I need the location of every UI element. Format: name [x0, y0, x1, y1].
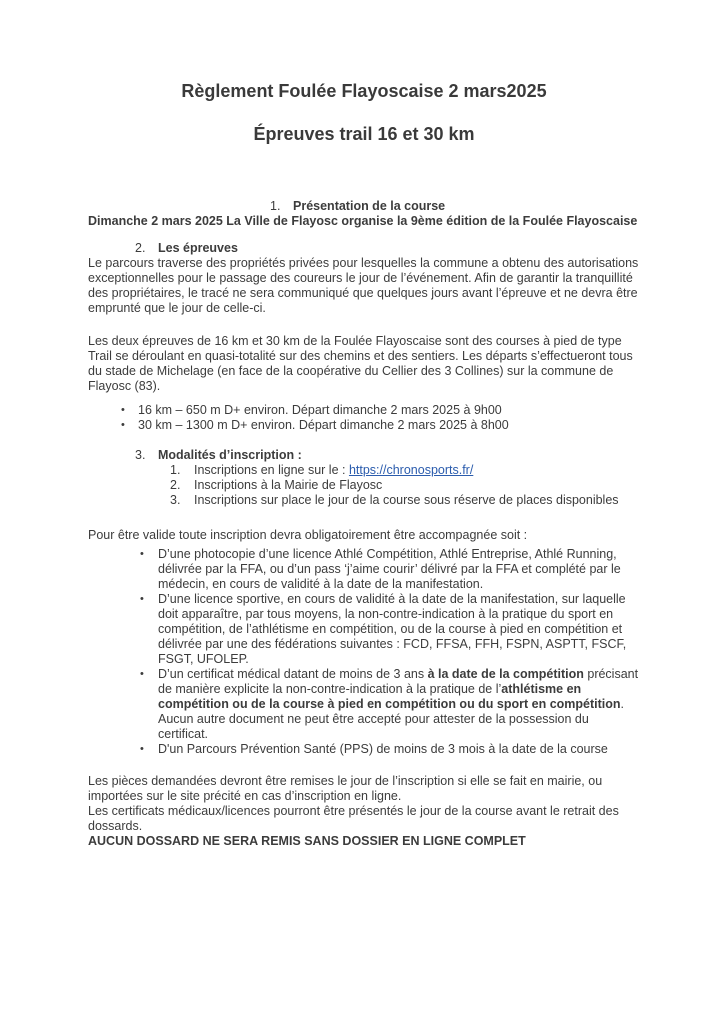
document-subtitle: Épreuves trail 16 et 30 km — [253, 124, 475, 144]
inscription-item-2-number: 2. — [170, 478, 181, 492]
section-2-title: Les épreuves — [158, 241, 238, 255]
certificat-seg-3: précisant de manière explicite la non-contre-indication à la pratique de l’ — [158, 667, 639, 696]
inscription-item-1-text — [194, 463, 640, 478]
doc-bullet-licence-sportive-text: D’une licence sportive, en cours de validité à la date de la manifestation, sur laquelle doit apparaître, par tous moyens, la non-contre-indication à la pratique du sport en compétition, de l’athlétisme en compétition, ou de la course à pied en compétition et délivrée par une des fédérations suivantes : FCD, FFSA, FFH, FSPN, ASPTT, FSCF, FSGT, UFOLEP. — [158, 592, 627, 666]
doc-bullet-pps — [88, 742, 640, 757]
certificat-seg-5: . Aucun autre document ne peut être accepté pour attester de la possession du certificat. — [158, 697, 625, 741]
inscription-item-3 — [88, 493, 640, 508]
certificat-seg-2-bold: à la date de la compétition — [427, 667, 584, 681]
validity-intro: Pour être valide toute inscription devra obligatoirement être accompagnée soit : — [88, 528, 528, 542]
doc-bullet-licence-sportive — [88, 592, 640, 667]
certificat-seg-4-bold: athlétisme en compétition ou de la course à pied en compétition ou du sport en compétition — [158, 682, 621, 711]
inscription-item-1-number: 1. — [170, 463, 181, 477]
spacer — [88, 229, 640, 241]
doc-bullet-certificat-medical-text — [158, 667, 640, 742]
inscription-item-3-number: 3. — [170, 493, 181, 507]
chronosports-link[interactable]: https://chronosports.fr/ — [348, 463, 474, 477]
inscription-item-2 — [88, 478, 640, 493]
doc-bullet-certificat-medical — [88, 667, 640, 742]
section-3-number: 3. — [135, 448, 146, 462]
closing-warning-bold: AUCUN DOSSARD NE SERA REMIS SANS DOSSIER EN LIGNE COMPLET — [88, 834, 526, 848]
inscription-item-1-prefix: Inscriptions en ligne sur le : — [194, 463, 349, 477]
inscription-item-3-text: Inscriptions sur place le jour de la course sous réserve de places disponibles — [194, 493, 619, 507]
spacer — [88, 508, 640, 528]
bullet-icon: • — [140, 668, 144, 680]
spacer — [88, 316, 640, 334]
closing-paragraph-2: Les certificats médicaux/licences pourront être présentés le jour de la course avant le retrait des dossards. — [88, 804, 619, 833]
section-2-heading — [88, 241, 640, 256]
bullet-icon: • — [121, 419, 125, 431]
race-bullet-16km — [88, 403, 640, 418]
spacer — [88, 394, 640, 403]
section-1-title: Présentation de la course — [293, 199, 446, 213]
closing-paragraph-1: Les pièces demandées devront être remises le jour de l’inscription si elle se fait en mairie, ou importées sur le site précité en cas d’inscription en ligne. — [88, 774, 603, 803]
section-2-paragraph-2: Les deux épreuves de 16 km et 30 km de la Foulée Flayoscaise sont des courses à pied de type Trail se déroulant en quasi-totalité sur des chemins et des sentiers. Les départs s’effectueront tous du stade de Michelage (en face de la coopérative du Cellier des 3 Collines) sur la commune de Flayosc (83). — [88, 334, 633, 393]
bullet-icon: • — [140, 593, 144, 605]
doc-bullet-pps-text: D'un Parcours Prévention Santé (PPS) de moins de 3 mois à la date de la course — [158, 742, 608, 756]
certificat-seg-1: D’un certificat médical datant de moins de 3 ans — [158, 667, 428, 681]
race-bullet-30km — [88, 418, 640, 433]
bullet-icon: • — [140, 548, 144, 560]
section-1-heading — [88, 199, 640, 214]
bullet-icon: • — [121, 404, 125, 416]
bullet-icon: • — [140, 743, 144, 755]
section-1-number: 1. — [270, 199, 281, 213]
section-3-heading — [88, 448, 640, 463]
section-2-number: 2. — [135, 241, 146, 255]
doc-bullet-photocopie-text: D’une photocopie d’une licence Athlé Compétition, Athlé Entreprise, Athlé Running, délivrée par la FFA, ou d’un pass ‘j’aime courir’ délivré par la FFA et complété par le médecin, en cours de validité à la date de la manifestation. — [158, 547, 621, 591]
section-3-title: Modalités d’inscription : — [158, 448, 302, 462]
inscription-item-1 — [88, 463, 640, 478]
race-bullet-30km-text: 30 km – 1300 m D+ environ. Départ dimanche 2 mars 2025 à 8h00 — [138, 418, 509, 432]
section-1-intro: Dimanche 2 mars 2025 La Ville de Flayosc organise la 9ème édition de la Foulée Flayoscaise — [88, 214, 638, 228]
spacer — [88, 433, 640, 448]
inscription-item-2-text: Inscriptions à la Mairie de Flayosc — [194, 478, 383, 492]
document-title: Règlement Foulée Flayoscaise 2 mars2025 — [181, 81, 547, 101]
spacer — [88, 757, 640, 774]
section-2-paragraph-1: Le parcours traverse des propriétés privées pour lesquelles la commune a obtenu des autorisations exceptionnelles pour le passage des coureurs le jour de l’événement. Afin de garantir la tranquillité des propriétaires, le tracé ne sera communiqué que quelques jours avant l’épreuve et ne devra être emprunté que le jour de celle-ci. — [88, 256, 639, 315]
doc-bullet-photocopie — [88, 547, 640, 592]
race-bullet-16km-text: 16 km – 650 m D+ environ. Départ dimanche 2 mars 2025 à 9h00 — [138, 403, 502, 417]
